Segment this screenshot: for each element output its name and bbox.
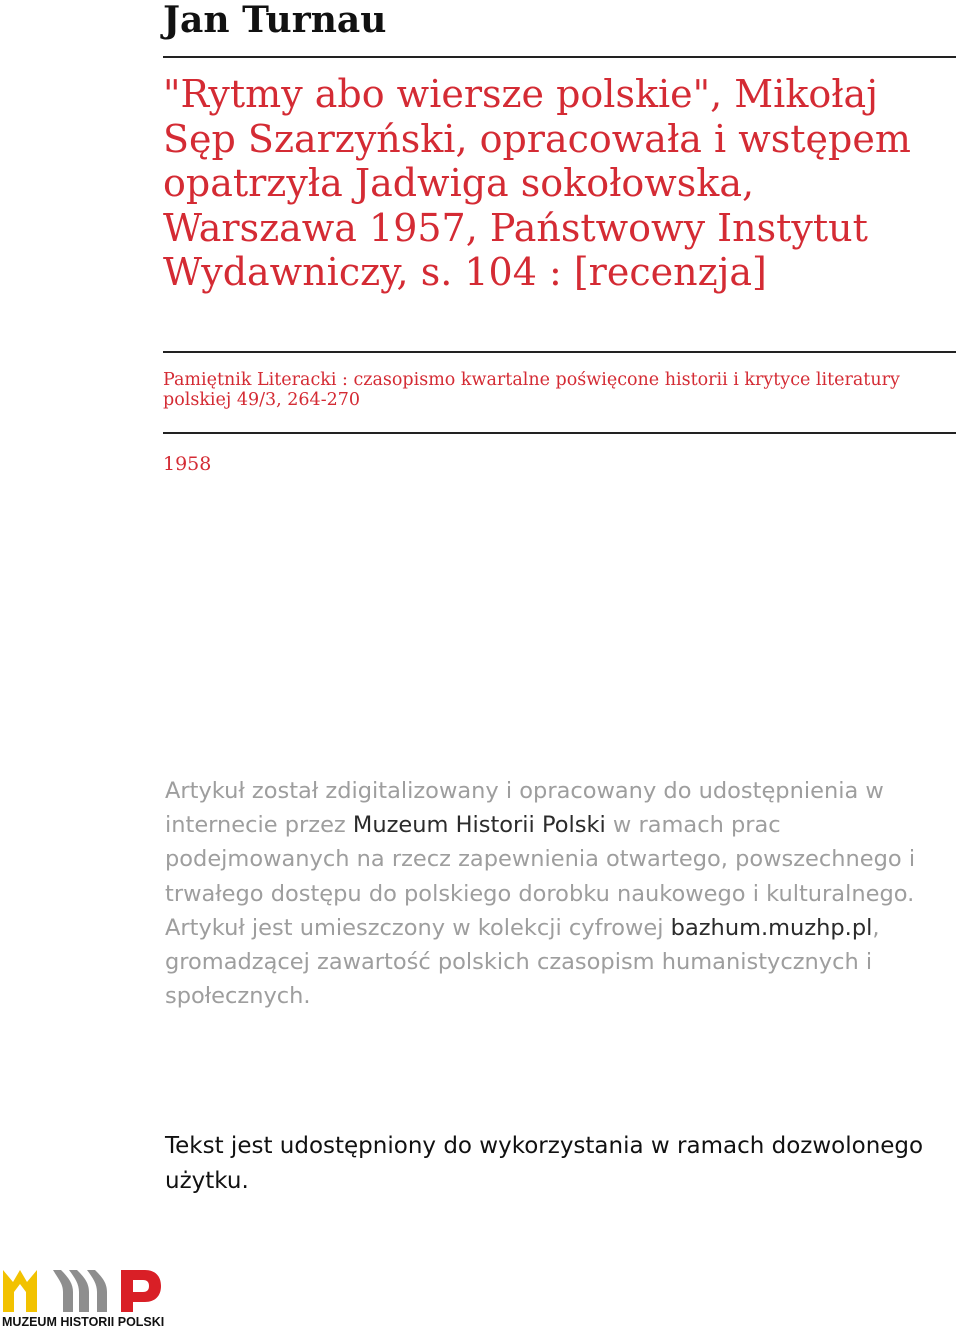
publication-year: 1958	[163, 453, 212, 475]
license-notice: Tekst jest udostępniony do wykorzystania w ramach dozwolonego użytku.	[165, 1133, 924, 1194]
notice-text: Artykuł został zdigitalizowany i opracowany do udostępnienia w internecie przez	[165, 778, 884, 839]
logo-p-mark	[121, 1270, 161, 1312]
collection-link[interactable]: bazhum.muzhp.pl	[670, 914, 873, 941]
digitization-notice	[165, 774, 955, 1013]
divider	[163, 351, 956, 353]
divider	[163, 56, 956, 58]
museum-logo	[0, 1262, 170, 1331]
notice-text: , gromadzącej zawartość polskich czasopism humanistycznych i społecznych.	[165, 914, 880, 1010]
logo-h-mark	[53, 1270, 107, 1312]
divider	[163, 432, 956, 434]
journal-source: Pamiętnik Literacki : czasopismo kwartalne poświęcone historii i krytyce literatury polskiej 49/3, 264-270	[163, 370, 900, 410]
author-name: Jan Turnau	[163, 0, 387, 41]
logo-caption: MUZEUM HISTORII POLSKI	[2, 1315, 165, 1329]
logo-m-mark	[3, 1270, 37, 1312]
museum-logo-icon	[3, 1262, 163, 1314]
notice-text: w ramach prac podejmowanych na rzecz zapewnienia otwartego, powszechnego i trwałego dostępu do polskiego dorobku naukowego i kulturalnego. Artykuł jest umieszczony w kolekcji cyfrowej	[165, 812, 916, 941]
museum-name: Muzeum Historii Polski	[352, 812, 606, 839]
article-title: "Rytmy abo wiersze polskie", Mikołaj Sęp Szarzyński, opracowała i wstępem opatrzyła Jadwiga sokołowska, Warszawa 1957, Państwowy Instytut Wydawniczy, s. 104 : [recenzja]	[163, 72, 911, 294]
